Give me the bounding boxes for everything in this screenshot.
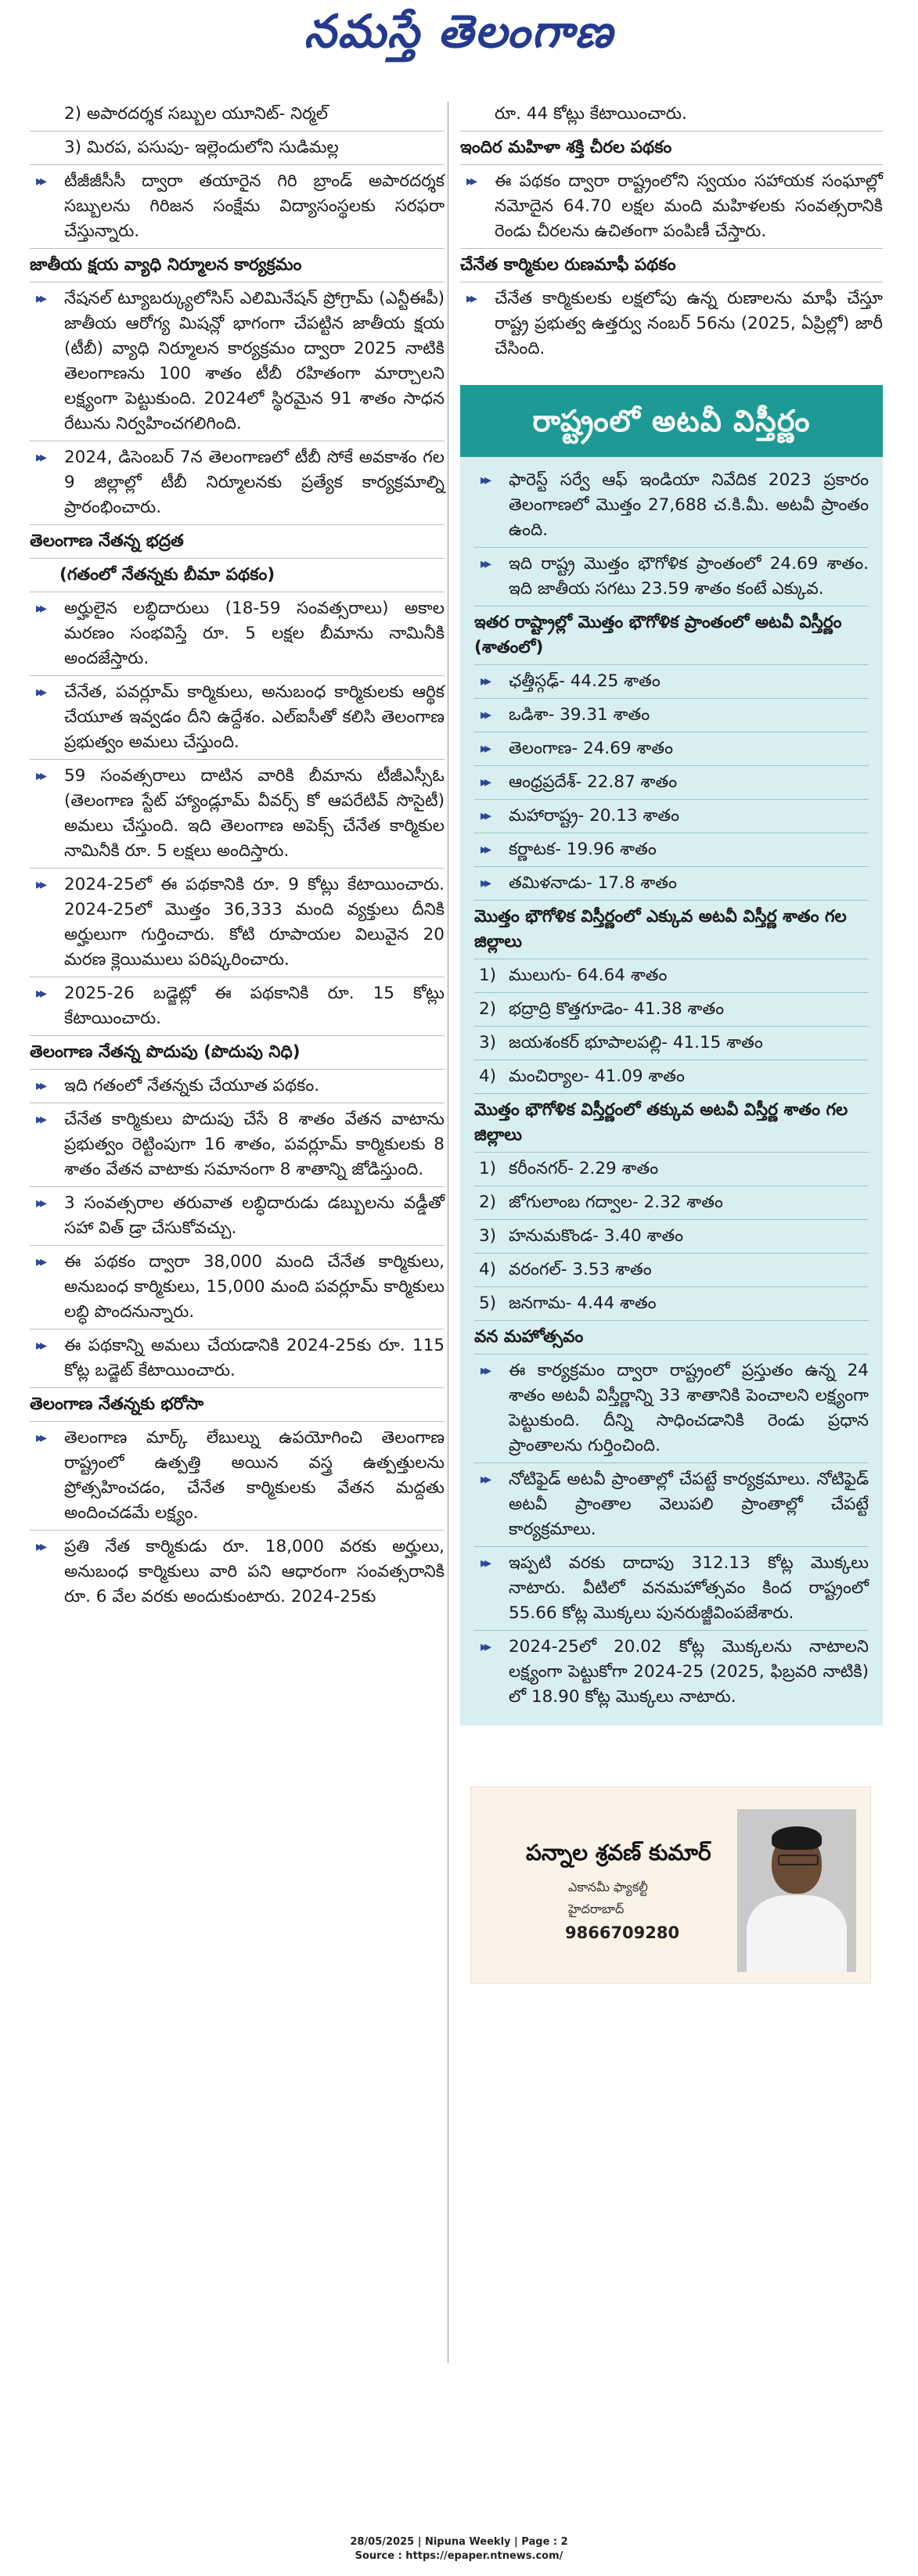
numbered-item	[474, 1257, 869, 1283]
row-separator	[30, 1421, 445, 1422]
masthead	[0, 0, 918, 74]
numbered-text: జోగులాంబ గద్వాల- 2.32 శాతం	[509, 1193, 723, 1212]
double-arrow-icon: ▸▸	[481, 707, 489, 723]
double-arrow-icon: ▸▸	[36, 1078, 45, 1094]
row-separator	[474, 1219, 869, 1220]
row-separator	[474, 866, 869, 867]
row-separator	[474, 1253, 869, 1254]
author-profile-card	[470, 1786, 871, 1984]
bullet-text: చేనేత, పవర్లూమ్ కార్మికులు, అనుబంధ కార్మికులకు ఆర్థిక చేయూత ఇవ్వడం దీని ఉద్దేశం. ఎల్ఐసీతో కలిసి తెలంగాణ ప్రభుత్వం అమలు చేస్తుంది.	[64, 682, 445, 752]
numbered-text: జనగామ- 4.44 శాతం	[509, 1293, 657, 1313]
row-separator	[474, 1286, 869, 1287]
bullet-text: ఛత్తీస్గఢ్- 44.25 శాతం	[509, 671, 661, 691]
section-heading: ఇతర రాష్ట్రాల్లో మొత్తం భౌగోళిక ప్రాంతంలో అటవీ విస్తీర్ణం (శాతంలో)	[474, 613, 842, 657]
numbered-item	[474, 1224, 869, 1249]
bullet-item	[460, 286, 883, 362]
row-separator	[30, 1035, 445, 1036]
double-arrow-icon: ▸▸	[481, 556, 489, 572]
row-separator	[460, 164, 883, 165]
row-separator	[474, 765, 869, 766]
double-arrow-icon: ▸▸	[36, 1538, 45, 1555]
row-separator	[30, 759, 445, 760]
double-arrow-icon: ▸▸	[481, 1639, 489, 1655]
numbered-text: వరంగల్- 3.53 శాతం	[509, 1260, 652, 1279]
bullet-text: ఇది గతంలో నేతన్నకు చేయూత పథకం.	[64, 1076, 320, 1096]
bullet-text: 2025-26 బడ్జెట్లో ఈ పథకానికి రూ. 15 కోట్లు కేటాయించారు.	[64, 984, 445, 1028]
bullet-item	[474, 1358, 869, 1459]
bullet-item	[474, 703, 869, 728]
double-arrow-icon: ▸▸	[36, 290, 45, 307]
bullet-item	[474, 871, 869, 896]
row-separator	[30, 524, 445, 525]
bullet-text: టీజీజీసీసీ ద్వారా తయారైన గిరి బ్రాండ్ అపారదర్శక సబ్బులను గిరిజన సంక్షేమ విద్యాసంస్థలకు సరఫరా చేస్తున్నారు.	[64, 171, 445, 241]
bullet-text: ఈ పథకం ద్వారా 38,000 మంది చేనేత కార్మికులు, అనుబంధ కార్మికులు, 15,000 మంది పవర్లూమ్ కార్మికులు లబ్ధి పొందనున్నారు.	[64, 1252, 445, 1322]
double-arrow-icon: ▸▸	[466, 290, 475, 307]
double-arrow-icon: ▸▸	[36, 1111, 45, 1128]
bullet-text: తెలంగాణ- 24.69 శాతం	[509, 739, 673, 758]
numbered-text: ములుగు- 64.64 శాతం	[509, 966, 668, 985]
section-heading: మొత్తం భౌగోళిక విస్తీర్ణంలో తక్కువ అటవీ విస్తీర్ణ శాతం గల జిల్లాలు	[474, 1100, 848, 1145]
numbered-item	[474, 1291, 869, 1316]
item-number: 3)	[479, 1033, 497, 1052]
section-heading: ఇందిర మహిళా శక్తి చీరల పథకం	[460, 138, 672, 157]
bullet-item	[30, 1534, 445, 1610]
double-arrow-icon: ▸▸	[36, 600, 45, 617]
section-heading: తెలంగాణ నేతన్న భద్రత	[30, 531, 184, 551]
numbered-text: హనుమకొండ- 3.40 శాతం	[509, 1226, 684, 1246]
bullet-text: ఇప్పటి వరకు దాదాపు 312.13 కోట్ల మొక్కలు నాటారు. వీటిలో వనమహోత్సవం కింద రాష్ట్రంలో 55.66 కోట్ల మొక్కలు పునరుజ్జీవింపజేశారు.	[509, 1553, 869, 1623]
bullet-item	[30, 1191, 445, 1241]
bullet-item	[474, 770, 869, 795]
bullet-item	[30, 169, 445, 244]
numbered-item	[474, 963, 869, 988]
bullet-item	[30, 445, 445, 520]
bullet-item	[30, 981, 445, 1031]
row-separator	[474, 1093, 869, 1094]
bullet-text: 59 సంవత్సరాలు దాటిన వారికి బీమాను టీజీఎస్సీఓ (తెలంగాణ స్టేట్ హ్యాండ్లూమ్ వీవర్స్ కో ఆపరేటివ్ సొసైటీ) అమలు చేస్తుంది. ఇది తెలంగాణ అపెక్స్ చేనేత కార్మికుల నామినీకి రూ. 5 లక్షలు అందిస్తారు.	[64, 766, 445, 861]
item-number: 4)	[479, 1067, 497, 1086]
section-heading: వన మహోత్సవం	[474, 1327, 584, 1347]
double-arrow-icon: ▸▸	[36, 876, 45, 893]
row-separator	[474, 1354, 869, 1355]
bullet-item	[30, 1107, 445, 1182]
bullet-item	[30, 1074, 445, 1099]
row-separator	[30, 675, 445, 676]
row-separator	[474, 1185, 869, 1186]
author-phone: 9866709280	[565, 1923, 680, 1942]
row-separator	[474, 799, 869, 800]
double-arrow-icon: ▸▸	[481, 1471, 489, 1488]
bullet-text: ఫారెస్ట్ సర్వే ఆఫ్ ఇండియా నివేదిక 2023 ప్రకారం తెలంగాణలో మొత్తం 27,688 చ.కి.మీ. అటవీ ప్రాంతం ఉంది.	[509, 470, 869, 540]
row-separator	[474, 1462, 869, 1463]
row-separator	[474, 664, 869, 665]
author-photo	[737, 1809, 856, 1972]
double-arrow-icon: ▸▸	[36, 684, 45, 700]
footer-source: Source : https://epaper.ntnews.com/	[355, 2550, 563, 2562]
bullet-text: మహారాష్ట్ర- 20.13 శాతం	[509, 806, 680, 826]
item-number: 2)	[479, 999, 497, 1019]
text-line: రూ. 44 కోట్లు కేటాయించారు.	[495, 104, 687, 124]
bullet-text: చేనేత కార్మికులు పొదుపు చేసే 8 శాతం వేతన వాటాను ప్రభుత్వం రెట్టింపుగా 16 శాతం, పవర్లూమ్ కార్మికులకు 8 శాతం వేతన వాటాకు సమానంగా 8 శాతాన్ని జోడిస్తుంది.	[64, 1110, 445, 1179]
bullet-text: ఈ పథకాన్ని అమలు చేయడానికి 2024-25కు రూ. 115 కోట్ల బడ్జెట్ కేటాయించారు.	[64, 1336, 445, 1380]
bullet-item	[30, 1250, 445, 1325]
row-separator	[474, 547, 869, 548]
bullet-text: తమిళనాడు- 17.8 శాతం	[509, 873, 677, 893]
bullet-item	[30, 872, 445, 973]
row-separator	[30, 868, 445, 869]
section-heading: తెలంగాణ నేతన్నకు భరోసా	[30, 1394, 204, 1414]
numbered-item	[474, 997, 869, 1022]
double-arrow-icon: ▸▸	[36, 1430, 45, 1446]
bullet-text: 2024-25లో ఈ పథకానికి రూ. 9 కోట్లు కేటాయించారు. 2024-25లో మొత్తం 36,333 మంది వ్యక్తులు దీనికి అర్హులుగా గుర్తించారు. కోటి రూపాయల విలువైన 20 మరణ క్లెయిములు పరిష్కరించారు.	[64, 875, 445, 970]
item-number: 1)	[479, 966, 497, 985]
bullet-item	[474, 1551, 869, 1626]
bullet-text: ఇది రాష్ట్ర మొత్తం భౌగోళిక ప్రాంతంలో 24.69 శాతం. ఇది జాతీయ సగటు 23.59 శాతం కంటే ఎక్కువ.	[509, 554, 869, 599]
row-separator	[30, 1245, 445, 1246]
bullet-text: అర్హులైన లబ్ధిదారులు (18-59 సంవత్సరాలు) అకాల మరణం సంభవిస్తే రూ. 5 లక్షల బీమాను నామినీకి అందజేస్తారు.	[64, 599, 445, 668]
item-number: 4)	[479, 1260, 497, 1279]
bullet-text: ఒడిశా- 39.31 శాతం	[509, 705, 650, 725]
double-arrow-icon: ▸▸	[36, 449, 45, 466]
item-number: 2)	[479, 1193, 497, 1212]
double-arrow-icon: ▸▸	[36, 985, 45, 1002]
row-separator	[30, 1530, 445, 1531]
section-heading: చేనేత కార్మికుల రుణమాఫీ పథకం	[460, 255, 676, 275]
text-line: 3) మిరప, పసుపు- ఇల్లెందులోని సుడిమల్ల	[64, 138, 339, 157]
forest-info-box	[460, 385, 883, 1725]
bullet-text: చేనేత కార్మికులకు లక్షలోపు ఉన్న రుణాలను మాఫీ చేస్తూ రాష్ట్ర ప్రభుత్వ ఉత్తర్వు నంబర్ 56ను (2025, ఏప్రిల్లో) జారీ చేసింది.	[495, 289, 883, 358]
left-column	[30, 102, 445, 1610]
double-arrow-icon: ▸▸	[36, 173, 45, 189]
numbered-item	[474, 1157, 869, 1182]
row-separator	[474, 1320, 869, 1321]
bullet-text: 2024-25లో 20.02 కోట్ల మొక్కలను నాటాలని లక్ష్యంగా పెట్టుకోగా 2024-25 (2025, ఫిబ్రవరి నాటికి) లో 18.90 కోట్ల మొక్కలు నాటారు.	[509, 1637, 869, 1707]
newspaper-title: నమస్తే తెలంగాణ	[304, 5, 614, 58]
row-separator	[474, 1026, 869, 1027]
bullet-item	[474, 837, 869, 862]
row-separator	[474, 900, 869, 901]
double-arrow-icon: ▸▸	[481, 673, 489, 689]
numbered-item	[474, 1031, 869, 1056]
bullet-item	[30, 1333, 445, 1383]
bullet-item	[30, 764, 445, 864]
bullet-item	[30, 680, 445, 755]
double-arrow-icon: ▸▸	[481, 875, 489, 891]
row-separator	[30, 248, 445, 249]
bullet-item	[30, 1426, 445, 1526]
row-separator	[30, 164, 445, 165]
bullet-text: తెలంగాణ మార్క్ లేబుల్ను ఉపయోగించి తెలంగాణ రాష్ట్రంలో ఉత్పత్తి అయిన వస్త్ర ఉత్పత్తులను ప్రోత్సహించడం, చేనేత కార్మికులకు వేతన మద్దతు అందించడమే లక్ష్యం.	[64, 1428, 445, 1523]
numbered-item	[474, 1190, 869, 1215]
bullet-item	[30, 596, 445, 671]
item-number: 1)	[479, 1159, 497, 1178]
numbered-text: మంచిర్యాల- 41.09 శాతం	[509, 1067, 685, 1086]
double-arrow-icon: ▸▸	[481, 841, 489, 858]
forest-box-title: రాష్ట్రంలో అటవీ విస్తీర్ణం	[460, 385, 883, 457]
bullet-text: 3 సంవత్సరాల తరువాత లబ్ధిదారుడు డబ్బులను వడ్డీతో సహా విత్ డ్రా చేసుకోవచ్చు.	[64, 1193, 445, 1238]
row-separator	[474, 1630, 869, 1631]
row-separator	[30, 1069, 445, 1070]
double-arrow-icon: ▸▸	[36, 1195, 45, 1211]
bullet-text: నేషనల్ ట్యూబర్క్యులోసిస్ ఎలిమినేషన్ ప్రోగ్రామ్ (ఎన్టీఈపీ) జాతీయ ఆరోగ్య మిషన్లో భాగంగా చేపట్టిన జాతీయ క్షయ (టీబీ) వ్యాధి నిర్మూలన కార్యక్రమం ద్వారా 2025 నాటికి తెలంగాణను 100 శాతం టీబీ రహితంగా మార్చాలని లక్ష్యంగా పెట్టుకుంది. 2024లో స్థిరమైన 91 శాతం సాధన రేటును నిర్వహించగలిగింది.	[64, 289, 445, 434]
double-arrow-icon: ▸▸	[481, 740, 489, 757]
row-separator	[474, 1152, 869, 1153]
numbered-text: జయశంకర్ భూపాలపల్లి- 41.15 శాతం	[509, 1033, 763, 1052]
bullet-text: కర్ణాటక- 19.96 శాతం	[509, 840, 657, 859]
numbered-text: భద్రాద్రి కొత్తగూడెం- 41.38 శాతం	[509, 999, 725, 1019]
row-separator	[474, 698, 869, 699]
author-name: పన్నాల శ్రవణ్ కుమార్	[526, 1840, 711, 1865]
double-arrow-icon: ▸▸	[481, 774, 489, 790]
double-arrow-icon: ▸▸	[481, 808, 489, 824]
numbered-text: కరీంనగర్- 2.29 శాతం	[509, 1159, 659, 1178]
forest-box-items	[474, 468, 869, 1710]
item-number: 5)	[479, 1293, 497, 1313]
section-heading: మొత్తం భౌగోళిక విస్తీర్ణంలో ఎక్కువ అటవీ విస్తీర్ణ శాతం గల జిల్లాలు	[474, 907, 847, 952]
row-separator	[474, 992, 869, 993]
row-separator	[30, 1387, 445, 1388]
double-arrow-icon: ▸▸	[481, 472, 489, 488]
bullet-text: నోటిఫైడ్ అటవీ ప్రాంతాల్లో చేపట్టే కార్యక్రమాలు. నోటిఫైడ్ అటవీ ప్రాంతాల వెలుపలి ప్రాంతాల్లో చేపట్టే కార్యక్రమాలు.	[509, 1470, 869, 1539]
bullet-item	[460, 169, 883, 244]
bullet-item	[474, 552, 869, 602]
bullet-text: ఆంధ్రప్రదేశ్- 22.87 శాతం	[509, 772, 678, 792]
text-line: 2) అపారదర్శక సబ్బుల యూనిట్- నిర్మల్	[64, 104, 328, 124]
row-separator	[460, 248, 883, 249]
right-column-top	[460, 102, 883, 362]
bullet-item	[474, 468, 869, 543]
row-separator	[30, 1186, 445, 1187]
bullet-text: 2024, డిసెంబర్ 7న తెలంగాణలో టీబీ సోకే అవకాశం గల 9 జిల్లాల్లో టీబీ నిర్మూలనకు ప్రత్యేక కార్యక్రమాల్ని ప్రారంభించారు.	[64, 448, 445, 517]
bullet-text: ప్రతి నేత కార్మికుడు రూ. 18,000 వరకు అర్హులు, అనుబంధ కార్మికులు వారి పని ఆధారంగా సంవత్సరానికి రూ. 6 వేల వరకు అందుకుంటారు. 2024-25కు	[64, 1537, 445, 1606]
author-role: ఎకానమీ ఫ్యాకల్టీ	[568, 1880, 648, 1894]
author-city: హైదరాబాద్	[568, 1901, 625, 1916]
row-separator	[474, 1546, 869, 1547]
right-column	[460, 102, 883, 1984]
section-subheading: (గతంలో నేతన్నకు బీమా పథకం)	[59, 565, 275, 585]
double-arrow-icon: ▸▸	[466, 173, 475, 189]
page-footer	[0, 2535, 918, 2563]
double-arrow-icon: ▸▸	[36, 1337, 45, 1354]
bullet-item	[474, 1635, 869, 1710]
row-separator	[30, 558, 445, 559]
bullet-text: ఈ కార్యక్రమం ద్వారా రాష్ట్రంలో ప్రస్తుతం ఉన్న 24 శాతం అటవీ విస్తీర్ణాన్ని 33 శాతానికి పెంచాలని లక్ష్యంగా పెట్టుకుంది. దీన్ని సాధించడానికి రెండు ప్రధాన ప్రాంతాలను గుర్తించింది.	[509, 1361, 869, 1455]
bullet-item	[474, 669, 869, 694]
item-number: 3)	[479, 1226, 497, 1246]
section-heading: తెలంగాణ నేతన్న పొదుపు (పొదుపు నిధి)	[30, 1042, 301, 1062]
footer-page-info: 28/05/2025 | Nipuna Weekly | Page : 2	[350, 2536, 568, 2548]
bullet-item	[474, 804, 869, 829]
section-heading: జాతీయ క్షయ వ్యాధి నిర్మూలన కార్యక్రమం	[30, 255, 302, 275]
bullet-item	[474, 736, 869, 761]
double-arrow-icon: ▸▸	[481, 1362, 489, 1379]
double-arrow-icon: ▸▸	[36, 1254, 45, 1270]
bullet-item	[474, 1467, 869, 1542]
bullet-text: ఈ పథకం ద్వారా రాష్ట్రంలోని స్వయం సహాయక సంఘాల్లో నమోదైన 64.70 లక్షల మంది మహిళలకు సంవత్సరానికి రెండు చీరలను ఉచితంగా పంపిణీ చేస్తారు.	[495, 171, 883, 241]
double-arrow-icon: ▸▸	[481, 1555, 489, 1571]
double-arrow-icon: ▸▸	[36, 768, 45, 784]
bullet-item	[30, 286, 445, 437]
numbered-item	[474, 1064, 869, 1089]
